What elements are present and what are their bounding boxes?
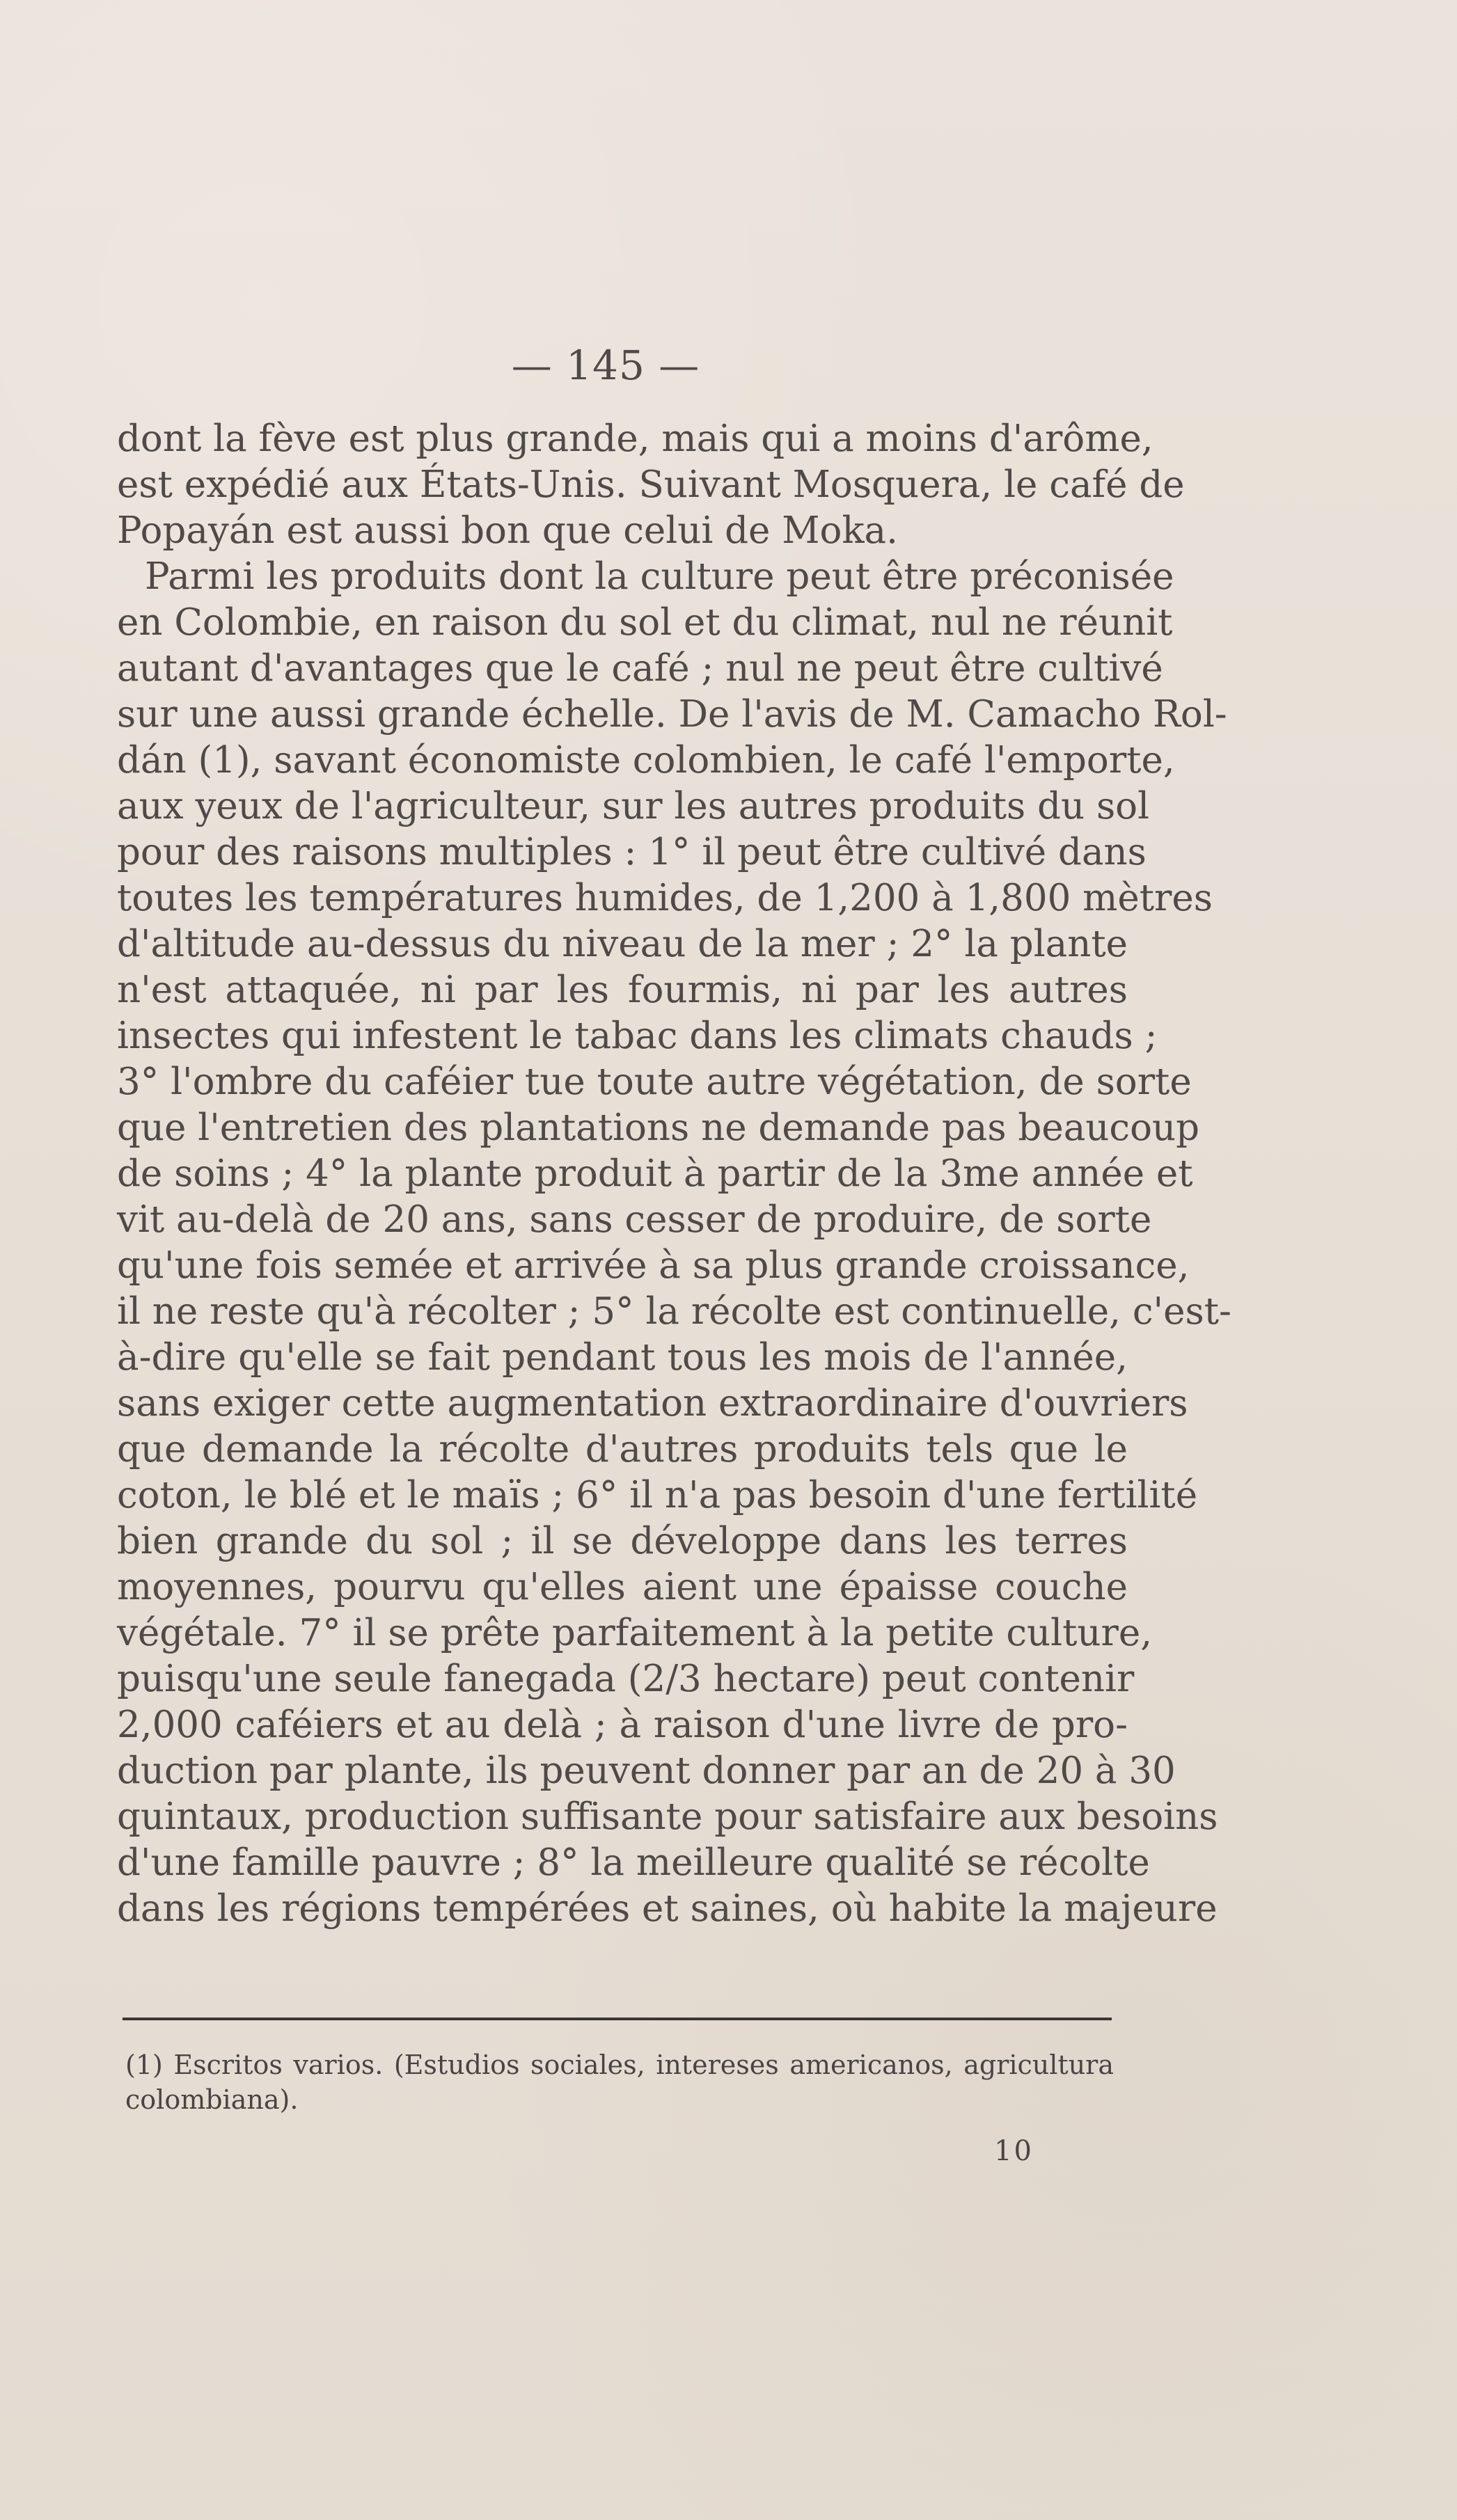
text-line: insectes qui infestent le tabac dans les climats chauds ;	[117, 1015, 1158, 1057]
text-line: 2,000 caféiers et au delà ; à raison d'une livre de pro-	[117, 1704, 1128, 1746]
text-line: à-dire qu'elle se fait pendant tous les mois de l'année,	[117, 1336, 1128, 1379]
main-text	[117, 416, 1231, 1932]
text-line: n'est attaquée, ni par les fourmis, ni par les autres	[117, 969, 1128, 1011]
text-line: d'altitude au-dessus du niveau de la mer ; 2° la plante	[117, 923, 1128, 965]
text-line: de soins ; 4° la plante produit à partir de la 3me année et	[117, 1152, 1193, 1195]
text-line: que demande la récolte d'autres produits tels que le	[117, 1428, 1128, 1471]
text-line: 3° l'ombre du caféier tue toute autre végétation, de sorte	[117, 1061, 1192, 1103]
text-line: duction par plante, ils peuvent donner par an de 20 à 30	[117, 1750, 1176, 1792]
page-number: — 145 —	[511, 342, 700, 389]
text-line: bien grande du sol ; il se développe dans les terres	[117, 1520, 1128, 1562]
text-line: est expédié aux États-Unis. Suivant Mosquera, le café de	[117, 463, 1185, 506]
text-line: en Colombie, en raison du sol et du climat, nul ne réunit	[117, 601, 1173, 644]
text-line: dont la fève est plus grande, mais qui a moins d'arôme,	[117, 418, 1153, 460]
text-line: il ne reste qu'à récolter ; 5° la récolte est continuelle, c'est-	[117, 1290, 1231, 1333]
text-line: Popayán est aussi bon que celui de Moka.	[117, 509, 899, 552]
text-line: aux yeux de l'agriculteur, sur les autres produits du sol	[117, 785, 1150, 827]
text-line: autant d'avantages que le café ; nul ne peut être cultivé	[117, 647, 1163, 690]
text-line: moyennes, pourvu qu'elles aient une épaisse couche	[117, 1566, 1128, 1608]
text-line: sans exiger cette augmentation extraordinaire d'ouvriers	[117, 1382, 1188, 1425]
footnote-divider	[123, 2018, 1112, 2020]
paragraph-start-line: Parmi les produits dont la culture peut être préconisée	[145, 555, 1174, 598]
text-line: sur une aussi grande échelle. De l'avis de M. Camacho Rol-	[117, 693, 1227, 736]
text-line: d'une famille pauvre ; 8° la meilleure qualité se récolte	[117, 1841, 1150, 1884]
text-line: végétale. 7° il se prête parfaitement à la petite culture,	[117, 1612, 1153, 1654]
text-line: vit au-delà de 20 ans, sans cesser de produire, de sorte	[117, 1198, 1152, 1241]
text-line: dans les régions tempérées et saines, où habite la majeure	[117, 1887, 1218, 1930]
text-line: puisqu'une seule fanegada (2/3 hectare) peut contenir	[117, 1658, 1135, 1700]
text-line: pour des raisons multiples : 1° il peut être cultivé dans	[117, 831, 1147, 873]
text-line: dán (1), savant économiste colombien, le café l'emporte,	[117, 739, 1175, 782]
signature-mark: 10	[994, 2135, 1034, 2167]
text-line: coton, le blé et le maïs ; 6° il n'a pas besoin d'une fertilité	[117, 1474, 1198, 1516]
footnote: (1) Escritos varios. (Estudios sociales, intereses americanos, agricultura colombiana).	[125, 2050, 1114, 2115]
text-line: qu'une fois semée et arrivée à sa plus grande croissance,	[117, 1244, 1190, 1287]
text-line: toutes les températures humides, de 1,200 à 1,800 mètres	[117, 877, 1213, 919]
text-line: que l'entretien des plantations ne demande pas beaucoup	[117, 1107, 1200, 1149]
text-line: quintaux, production suffisante pour satisfaire aux besoins	[117, 1796, 1218, 1838]
